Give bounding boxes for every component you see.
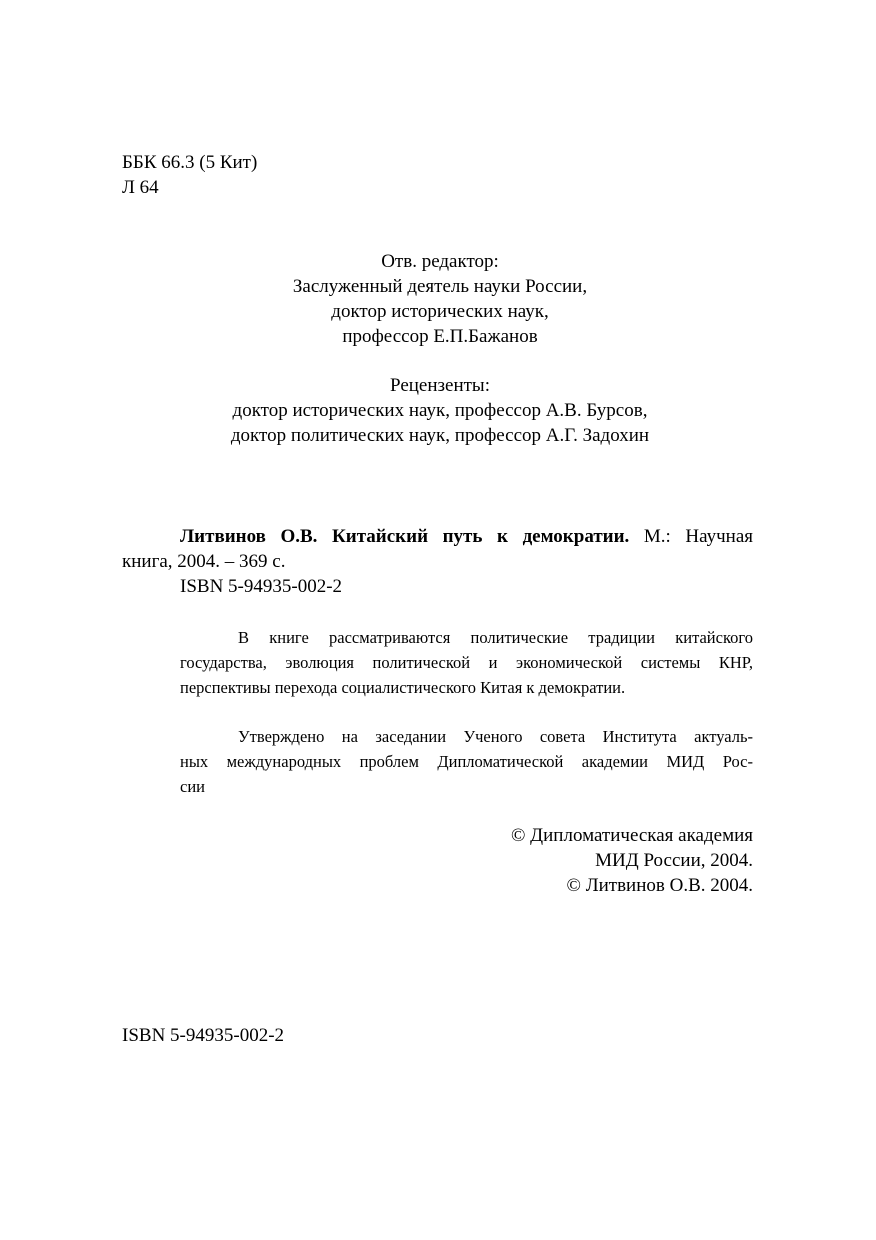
reviewers-title: Рецензенты:: [390, 375, 490, 396]
reviewer-line: доктор исторических наук, профессор А.В. Бурсов,: [232, 400, 648, 421]
approval-block: [180, 724, 753, 799]
editor-block: [160, 249, 720, 349]
abstract-line: перспективы перехода социалистического Китая к демократии.: [180, 678, 626, 697]
citation-author-title: Литвинов О.В. Китайский путь к демократии.: [180, 526, 630, 547]
citation-first-line: [122, 524, 753, 549]
classification-block: [122, 150, 257, 200]
copyright-line: МИД России, 2004.: [595, 850, 753, 871]
editor-line: профессор Е.П.Бажанов: [342, 326, 538, 347]
reviewer-line: доктор политических наук, профессор А.Г. Задохин: [230, 425, 650, 446]
abstract-line: В книге рассматриваются политические традиции китайского: [238, 628, 753, 647]
approval-line: Утверждено на заседании Ученого совета Института актуаль-: [238, 727, 753, 746]
citation-publisher: М.: Научная: [643, 526, 754, 547]
citation-block: [122, 524, 753, 599]
approval-line: ных международных проблем Дипломатической академии МИД Рос-: [180, 752, 753, 771]
citation-continuation: книга, 2004. – 369 с.: [122, 551, 286, 572]
copyright-line: © Дипломатическая академия: [510, 825, 753, 846]
footer-isbn-text: ISBN 5-94935-002-2: [122, 1025, 285, 1046]
copyright-block: [511, 823, 753, 898]
bbk-code: ББК 66.3 (5 Кит): [122, 152, 258, 173]
approval-line: сии: [180, 777, 205, 796]
footer-isbn: [122, 1023, 284, 1048]
author-mark: Л 64: [122, 177, 159, 198]
reviewers-block: [140, 373, 740, 448]
citation-isbn: ISBN 5-94935-002-2: [180, 576, 343, 597]
abstract-block: [180, 625, 753, 700]
editor-line: доктор исторических наук,: [331, 301, 549, 322]
editor-line: Заслуженный деятель науки России,: [292, 276, 588, 297]
copyright-line: © Литвинов О.В. 2004.: [566, 875, 753, 896]
editor-title: Отв. редактор:: [381, 251, 499, 272]
abstract-line: государства, эволюция политической и экономической системы КНР,: [180, 653, 753, 672]
